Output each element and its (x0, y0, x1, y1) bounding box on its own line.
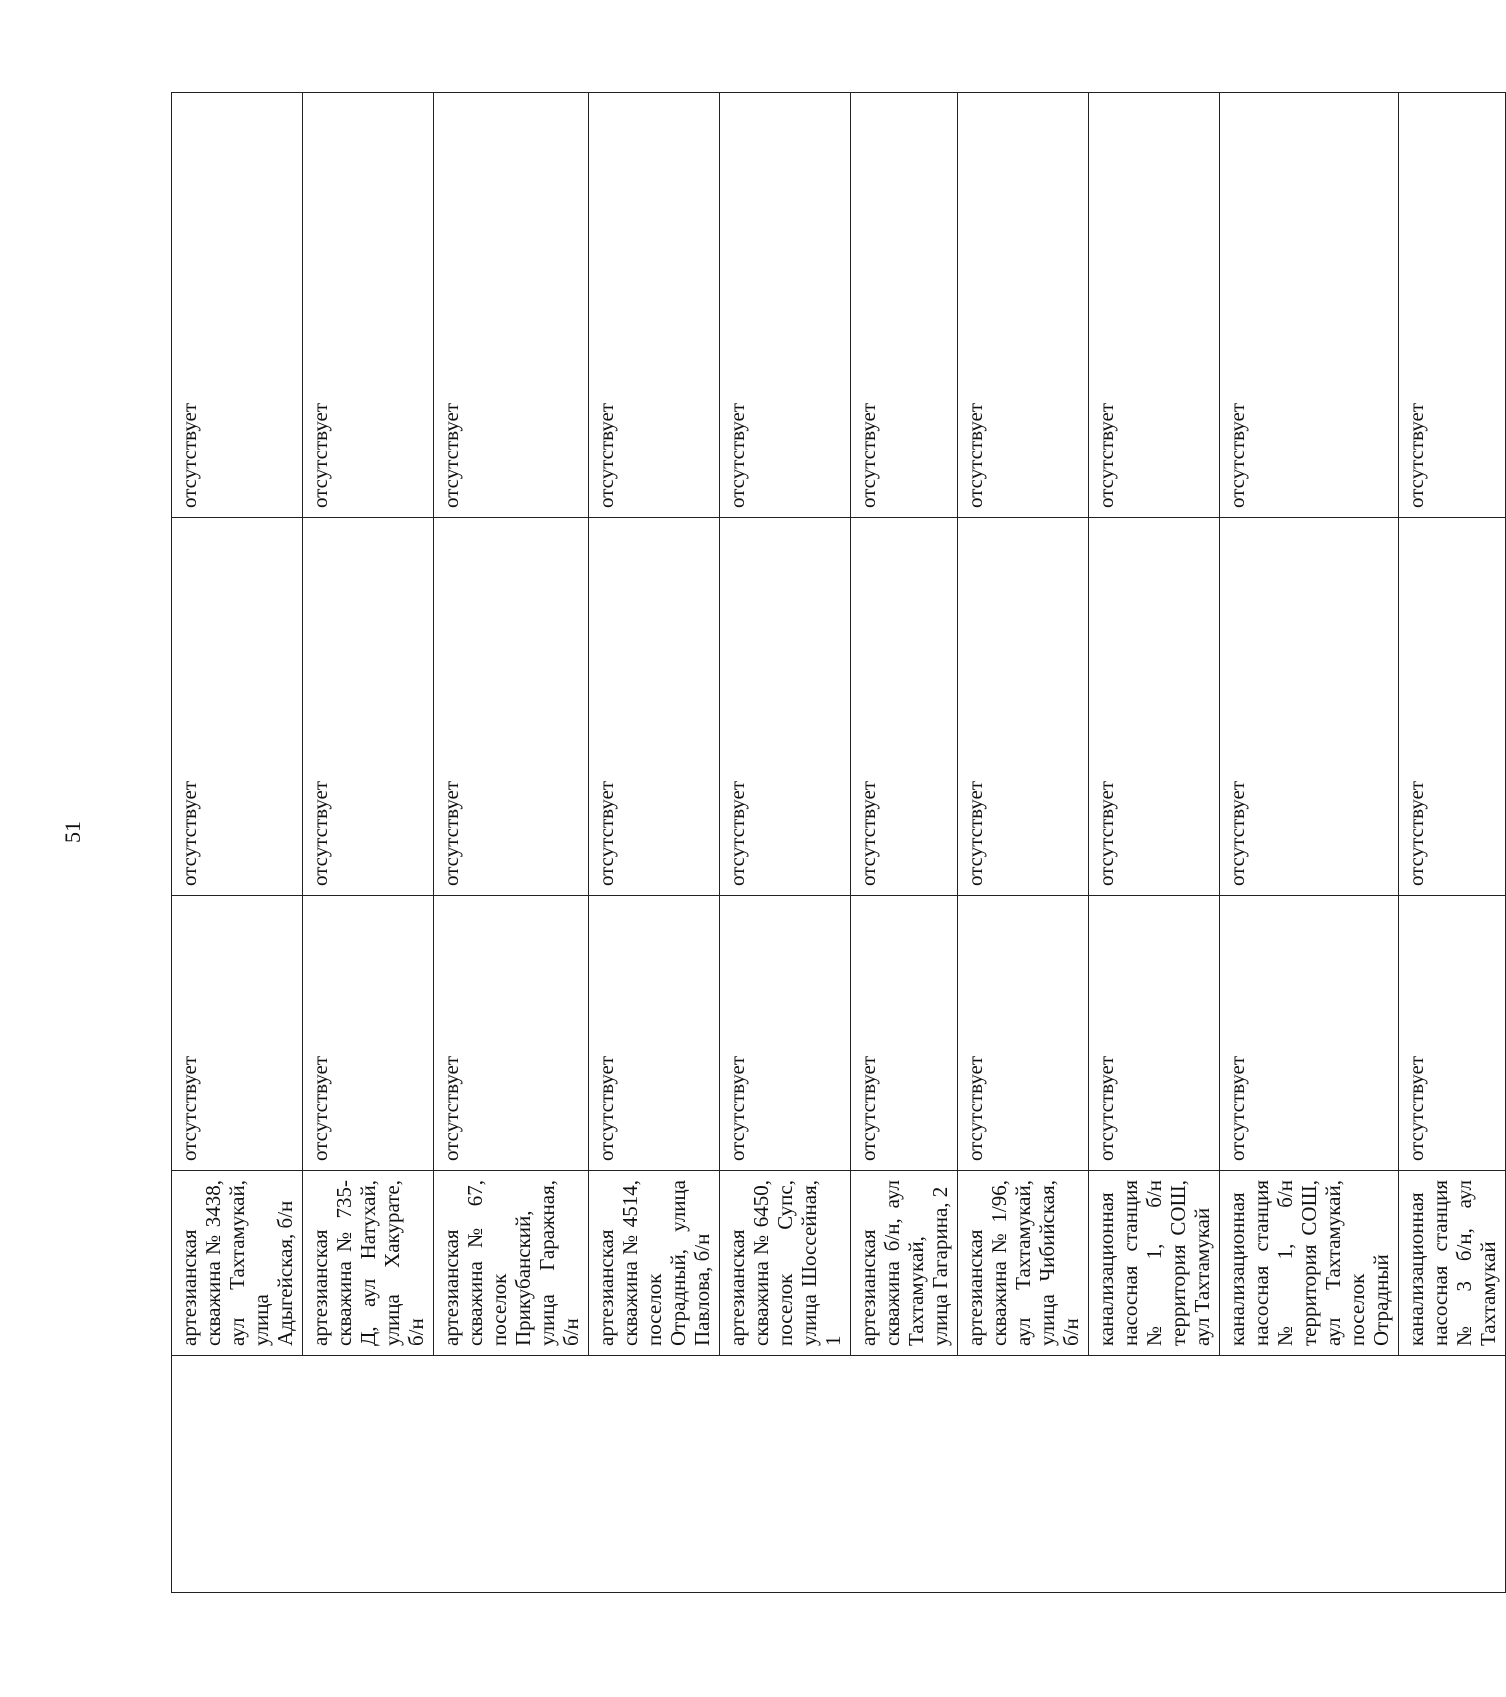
blank-column-cell (172, 1356, 1506, 1593)
value-cell: отсутствует (303, 518, 434, 896)
object-cell: артезианская скважина № 4514, поселок Отрадный, улица Павлова, б/н (589, 1171, 720, 1356)
object-cell: артезианская скважина б/н, аул Тахтамукай, улица Гагарина, 2 (851, 1171, 958, 1356)
object-cell: артезианская скважина № 67, поселок Прикубанский, улица Гаражная, б/н (434, 1171, 589, 1356)
value-cell: отсутствует (303, 896, 434, 1171)
value-cell: отсутствует (589, 93, 720, 518)
value-cell: отсутствует (1399, 896, 1506, 1171)
value-cell: отсутствует (1089, 93, 1220, 518)
value-cell: отсутствует (1399, 518, 1506, 896)
value-cell: отсутствует (720, 896, 851, 1171)
value-cell: отсутствует (851, 93, 958, 518)
value-cell: отсутствует (589, 518, 720, 896)
value-cell: отсутствует (720, 518, 851, 896)
value-cell: отсутствует (589, 896, 720, 1171)
value-cell: отсутствует (434, 93, 589, 518)
value-cell: отсутствует (958, 896, 1089, 1171)
data-table (171, 92, 1506, 1593)
object-cell: артезианская скважина № 6450, поселок Супс, улица Шоссейная, 1 (720, 1171, 851, 1356)
value-cell: отсутствует (172, 896, 303, 1171)
object-cell: артезианская скважина № 735-Д, аул Натухай, улица Хакурате, б/н (303, 1171, 434, 1356)
value-cell: отсутствует (958, 93, 1089, 518)
value-cell: отсутствует (851, 518, 958, 896)
value-cell: отсутствует (172, 518, 303, 896)
value-cell: отсутствует (172, 93, 303, 518)
value-cell: отсутствует (1089, 896, 1220, 1171)
page-number: 51 (60, 821, 85, 843)
value-cell: отсутствует (720, 93, 851, 518)
table-row (172, 93, 303, 1593)
rotated-page-content (171, 93, 1500, 1593)
object-cell: канализационная насосная станция № 3 б/н, аул Тахтамукай (1399, 1171, 1506, 1356)
value-cell: отсутствует (1220, 896, 1399, 1171)
object-cell: артезианская скважина № 3438, аул Тахтамукай, улица Адыгейская, б/н (172, 1171, 303, 1356)
value-cell: отсутствует (1089, 518, 1220, 896)
value-cell: отсутствует (303, 93, 434, 518)
object-cell: канализационная насосная станция № 1, б/н территория СОШ, аул Тахтамукай, поселок Отрадный (1220, 1171, 1399, 1356)
value-cell: отсутствует (434, 896, 589, 1171)
value-cell: отсутствует (1220, 93, 1399, 518)
value-cell: отсутствует (1220, 518, 1399, 896)
object-cell: артезианская скважина № 1/96, аул Тахтамукай, улица Чибийская, б/н (958, 1171, 1089, 1356)
value-cell: отсутствует (958, 518, 1089, 896)
value-cell: отсутствует (1399, 93, 1506, 518)
object-cell: канализационная насосная станция № 1, б/н территория СОШ, аул Тахтамукай (1089, 1171, 1220, 1356)
value-cell: отсутствует (434, 518, 589, 896)
value-cell: отсутствует (851, 896, 958, 1171)
